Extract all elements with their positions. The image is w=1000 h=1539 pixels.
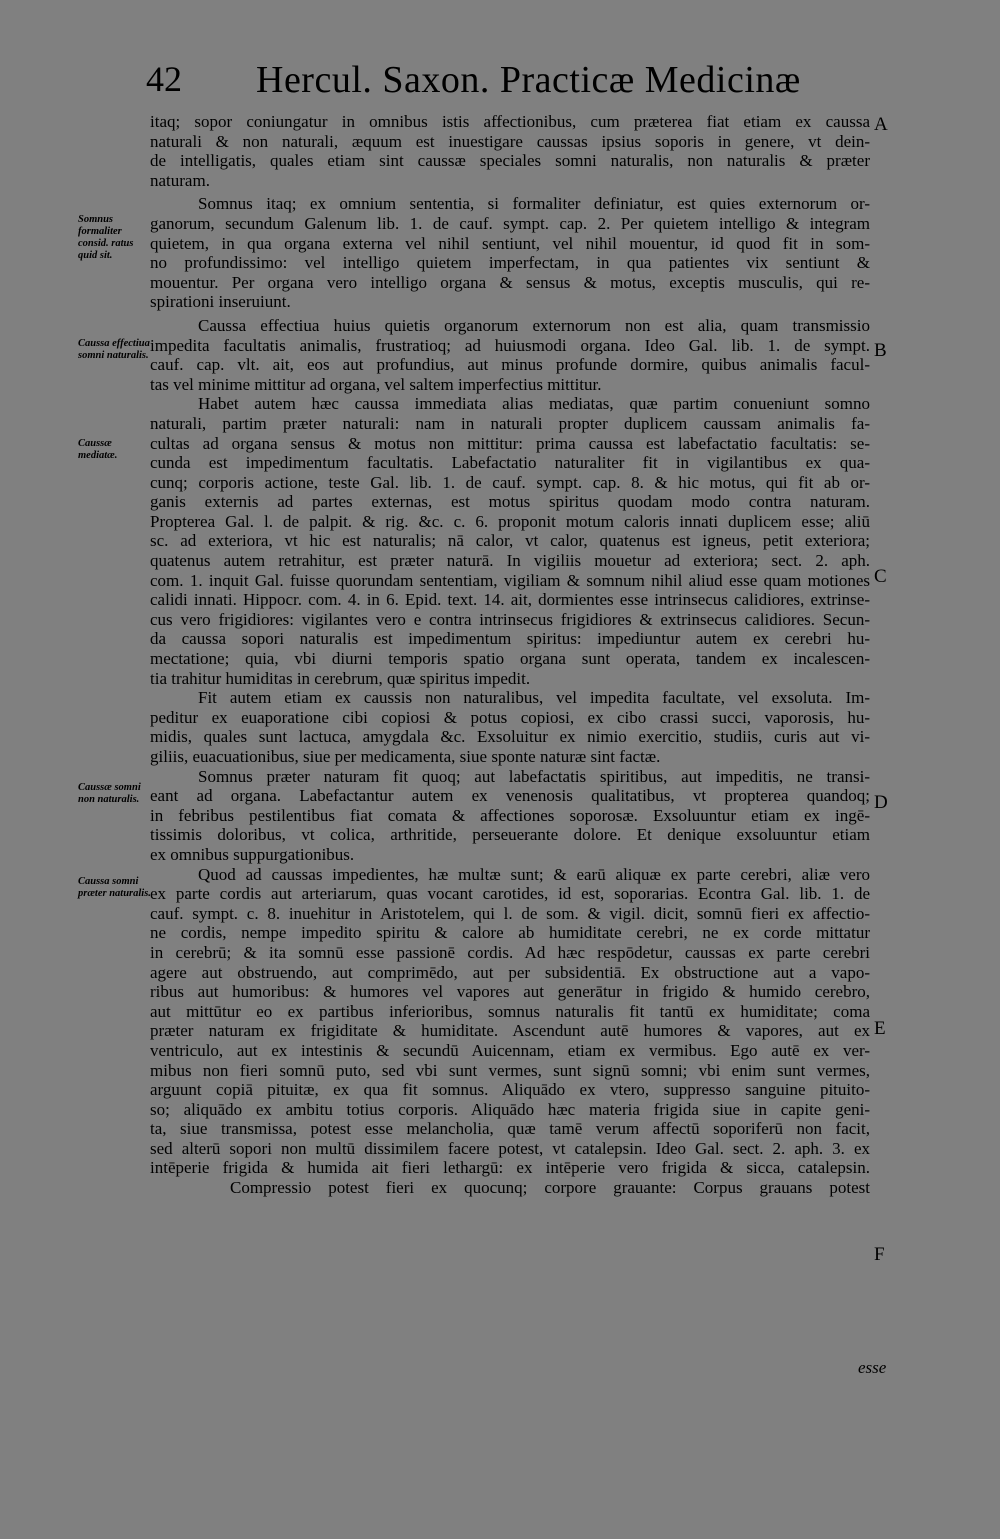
text-line: mouentur. Per organa vero intelligo organa & sensus & motus, exceptis musculis, qui re- [150,272,870,292]
margin-note: Caussæ mediatæ. [78,438,118,461]
text-line: cauf. sympt. c. 8. inuehitur in Aristotelem, qui l. de som. & vigil. dicit, somnū fieri ex affectio- [150,903,870,923]
text-line: sed alterū sopori non multū dissimilem facere potest, vt catalepsin. Ideo Gal. sect. 2. aph. 3. ex [150,1138,870,1158]
text-line: da caussa sopori naturalis est impedimentum spiritus: impediuntur autem ex cerebri hu- [150,629,870,649]
text-line: naturam. [150,170,210,190]
text-line: ribus aut humoribus: & humores vel vapores aut generātur in frigido & humido cerebro, [150,982,870,1002]
text-line: no profundissimo: vel intelligo quietem imperfectam, in qua patientes vix sentiunt & [150,253,870,273]
text-line: Fit autem etiam ex caussis non naturalibus, vel impedita facultate, vel exsoluta. Im- [198,688,870,708]
section-letter: D [874,792,888,813]
text-line: ventriculo, aut ex intestinis & secundū Auicennam, etiam ex vermibus. Ego autē ex ver- [150,1040,870,1060]
text-line: præter naturam ex frigiditate & humiditate. Ascendunt autē humores & vapores, aut ex [150,1021,870,1041]
margin-note: Caussa effectiua somni naturalis. [78,338,150,361]
text-line: Somnus præter naturam fit quoq; aut labefactatis spiritibus, aut impeditis, ne transi- [198,766,870,786]
text-line: com. 1. inquit Gal. fuisse quorundam sententiam, vigiliam & somnum nihil aliud esse quam motiones [150,570,870,590]
text-line: in cerebrū; & ita somnū esse passionē cordis. Ad hæc respōdetur, caussas ex parte cerebri [150,942,870,962]
body-text [150,112,870,1198]
text-line: tia trahitur humiditas in cerebrum, quæ spiritus impedit. [150,668,531,688]
text-line: de intelligatis, quales etiam sint caussæ speciales somni naturalis, non naturalis & præter [150,151,870,171]
running-header [146,58,866,106]
running-title: Hercul. Saxon. Practicæ Medicinæ [256,59,801,101]
section-letter: E [874,1018,886,1039]
text-line: giliis, euacuationibus, siue per medicamenta, siue sponte naturæ sint factæ. [150,747,661,766]
catchword: esse [858,1358,887,1377]
section-letter: A [874,114,888,135]
section-letter: F [874,1244,885,1265]
margin-note: Caussa somni præter naturalis. [78,876,151,899]
text-line: sc. ad exteriora, vt hic est naturalis; nā calor, vt calor, quatenus est igneus, petit exteriora; [150,531,870,551]
text-line: aut mittūtur eo ex partibus inferioribus, somnus naturalis fit tantū ex humiditate; coma [150,1001,870,1021]
text-line: quatenus autem retrahitur, est præter naturā. In vigiliis mouetur ad exteriora; sect. 2. aph. [150,551,870,571]
text-line: eant ad organa. Labefactantur autem ex venenosis qualitatibus, vt propterea quandoq; [150,786,870,806]
section-letter: C [874,566,887,587]
page-number: 42 [146,59,182,99]
text-line: ex parte cordis aut arteriarum, quas vocant carotides, id est, soporarias. Econtra Gal. lib. 1. de [150,884,870,904]
text-line: Quod ad caussas impedientes, hæ multæ sunt; & earū aliquæ ex parte cerebri, aliæ vero [198,864,870,884]
text-line: ne cordis, nempe impedito spiritu & calore ab humiditate cerebri, ne ex corde mittatur [150,923,870,943]
section-letter: B [874,340,887,361]
text-line: calidi innati. Hippocr. com. 4. in 6. Epid. text. 14. ait, dormientes esse intrinsecus calidiores, extrinse- [150,590,870,610]
text-line: ganorum, secundum Galenum lib. 1. de cauf. sympt. cap. 2. Per quietem intelligo & integram [150,213,870,233]
text-line: peditur ex euaporatione cibi copiosi & potus copiosi, ex cibo crassi succi, vaporosis, hu- [150,707,870,727]
text-line: mibus non fieri somnū puto, sed vbi sunt vermes, sunt signū somni; vbi enim sunt vermes, [150,1060,870,1080]
text-line: ex omnibus suppurgationibus. [150,844,355,864]
text-line: tissimis doloribus, vt colica, arthritide, perseuerante dolore. Et denique exsoluuntur etiam [150,825,870,845]
text-line: ta, siue transmissa, potest esse melancholia, quæ tamē verum affectū soporiferū non facit, [150,1119,870,1139]
text-line: so; aliquādo ex ambitu totius corporis. Aliquādo hæc materia frigida siue in capite geni- [150,1099,870,1119]
text-line: agere aut obstruendo, aut comprimēdo, aut per subsidentiā. Ex obstructione aut a vapo- [150,962,870,982]
text-line: in febribus pestilentibus fiat comata & affectiones soporosæ. Exsoluuntur etiam ex ingē- [150,805,870,825]
text-line: mectatione; quia, vbi diurni temporis spatio organa sunt operata, tandem ex incalescen- [150,649,870,669]
text-line: naturali, partim præter naturali: nam in naturali propter duplicem caussam animalis fa- [150,413,870,433]
text-line: tas vel minime mittitur ad organa, vel saltem imperfectius mittitur. [150,374,602,394]
margin-note: Somnus formaliter consid. ratus quid sit. [78,214,134,261]
text-line: cunda est impedimentum facultatis. Labefactatio naturaliter fit in vigilantibus ex qua- [150,453,870,473]
text-line: cunq; corporis actione, teste Gal. lib. 1. de cauf. sympt. cap. 8. & hic motus, qui fit ab or- [150,472,870,492]
margin-note: Caussæ somni non naturalis. [78,782,141,805]
text-line: cauf. cap. vlt. ait, eos aut profundius, aut minus profunde dormire, quibus animalis facul- [150,355,870,375]
text-line: Propterea Gal. l. de palpit. & rig. &c. c. 6. proponit motum caloris innati duplicem esse; aliū [150,511,870,531]
text-line: intēperie frigida & humida ait fieri lethargū: ex intēperie vero frigida & sicca, catalepsin. [150,1158,870,1178]
text-line: ganis externis ad partes externas, est motus spiritus quodam modo contra naturam. [150,492,870,512]
text-line: Habet autem hæc caussa immediata alias mediatas, quæ partim conueniunt somno [198,394,870,414]
text-line: Compressio potest fieri ex quocunq; corpore grauante: Corpus grauans potest [230,1178,870,1198]
text-line: Somnus itaq; ex omnium sententia, si formaliter definiatur, est quies externorum or- [198,194,870,214]
text-line: quietem, in qua organa externa vel nihil sentiunt, vel nihil mouentur, id quod fit in som- [150,233,870,253]
text-line: arguunt copiā pituitæ, ex qua fit somnus. Aliquādo ex vtero, suppresso sanguine pituito- [150,1080,870,1100]
text-line: spirationi inseruiunt. [150,292,291,312]
text-line: midis, quales sunt lactuca, amygdala &c. Exsoluitur ex nimio exercitio, studiis, curis aut vi- [150,727,870,747]
text-line: itaq; sopor coniungatur in omnibus istis affectionibus, cum præterea fiat etiam ex caussa [150,112,870,131]
text-line: impedita facultatis animalis, frustratioq; ad huiusmodi organa. Ideo Gal. lib. 1. de sympt. [150,335,870,355]
text-line: cultas ad organa sensus & motus non mittitur: prima caussa est labefactatio facultatis: se- [150,433,870,453]
text-line: Caussa effectiua huius quietis organorum externorum non est alia, quam transmissio [198,315,870,335]
text-line: naturali & non naturali, æquum est inuestigare caussas ipsius soporis in genere, vt dein- [150,131,870,151]
text-line: cus vero frigidiores: vigilantes vero e contra intrinsecus frigidiores & extrinsecus calidiores. Secun- [150,609,870,629]
